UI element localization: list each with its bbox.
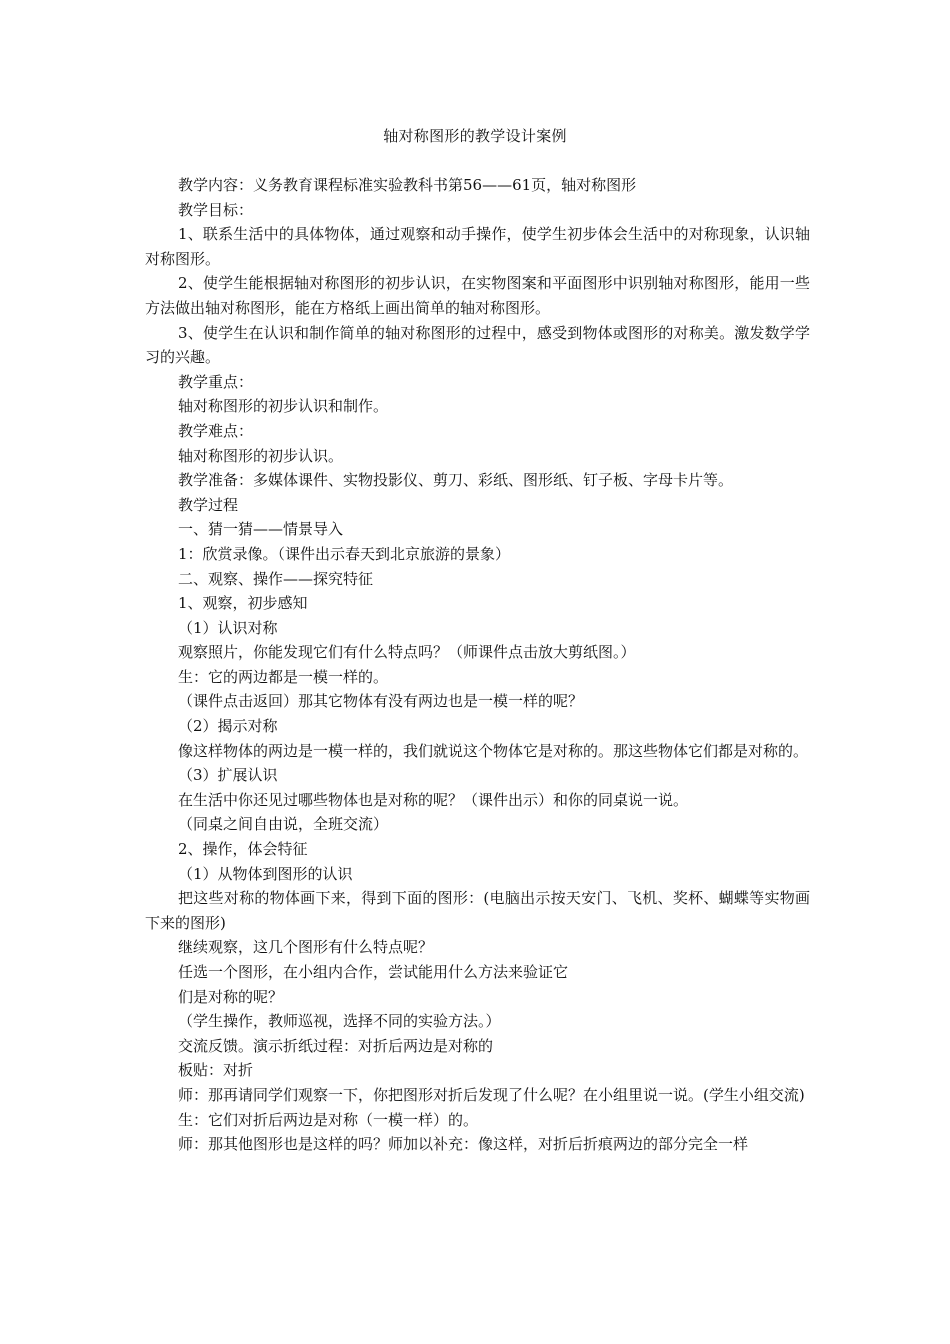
paragraph: 像这样物体的两边是一模一样的，我们就说这个物体它是对称的。那这些物体它们都是对称的。: [178, 741, 809, 760]
paragraph: 二、观察、操作——探究特征: [178, 569, 374, 588]
paragraph: 2、使学生能根据轴对称图形的初步认识，在实物图案和平面图形中识别轴对称图形，能用一些方法做出轴对称图形，能在方格纸上画出简单的轴对称图形。: [145, 274, 810, 317]
paragraph: 教学目标：: [178, 200, 254, 219]
paragraph: 任选一个图形，在小组内合作，尝试能用什么方法来验证它: [178, 963, 569, 981]
paragraph: 观察照片，你能发现它们有什么特点吗？（师课件点击放大剪纸图。）: [178, 643, 636, 662]
paragraph: 1：欣赏录像。（课件出示春天到北京旅游的景象）: [178, 544, 511, 563]
paragraph: 板贴：对折: [178, 1061, 254, 1080]
paragraph: （1）认识对称: [178, 618, 278, 637]
paragraph: 继续观察，这几个图形有什么特点呢？: [178, 938, 434, 957]
paragraph: （课件点击返回）那其它物体有没有两边也是一模一样的呢？: [178, 692, 584, 711]
paragraph: 生：它们对折后两边是对称（一模一样）的。: [178, 1110, 479, 1129]
paragraph: 交流反馈。演示折纸过程：对折后两边是对称的: [178, 1036, 494, 1055]
paragraph: 把这些对称的物体画下来，得到下面的图形：(电脑出示按天安门、飞机、奖杯、蝴蝶等实物画下来的图形): [145, 889, 810, 932]
paragraph: 2、操作，体会特征: [178, 840, 308, 859]
paragraph: （同桌之间自由说，全班交流）: [178, 815, 389, 834]
paragraph: 教学过程: [178, 495, 239, 514]
paragraph: 轴对称图形的初步认识和制作。: [178, 397, 389, 416]
paragraph: 1、观察，初步感知: [178, 594, 308, 613]
paragraph: 在生活中你还见过哪些物体也是对称的呢？（课件出示）和你的同桌说一说。: [178, 790, 689, 809]
paragraph: 师：那其他图形也是这样的吗？师加以补充：像这样，对折后折痕两边的部分完全一样: [178, 1135, 749, 1154]
paragraph: （2）揭示对称: [178, 717, 278, 736]
paragraph: 师：那再请同学们观察一下，你把图形对折后发现了什么呢？在小组里说一说。(学生小组交流): [178, 1085, 805, 1104]
paragraph: 3、使学生在认识和制作简单的轴对称图形的过程中，感受到物体或图形的对称美。激发数学学习的兴趣。: [145, 323, 810, 367]
paragraph: 一、猜一猜——情景导入: [178, 520, 344, 539]
paragraph: 教学准备：多媒体课件、实物投影仪、剪刀、彩纸、图形纸、钉子板、字母卡片等。: [178, 471, 734, 490]
document-body: [145, 173, 810, 1157]
paragraph: （学生操作，教师巡视，选择不同的实验方法。）: [178, 1012, 501, 1031]
document-title: 轴对称图形的教学设计案例: [383, 127, 567, 145]
paragraph: 教学内容：义务教育课程标准实验教科书第56——61页，轴对称图形: [178, 176, 637, 194]
paragraph: 1、联系生活中的具体物体，通过观察和动手操作，使学生初步体会生活中的对称现象，认识轴对称图形。: [145, 225, 810, 268]
paragraph: 生：它的两边都是一模一样的。: [178, 667, 389, 686]
paragraph: 们是对称的呢？: [178, 987, 284, 1006]
paragraph: （1）从物体到图形的认识: [178, 864, 353, 883]
paragraph: 轴对称图形的初步认识。: [178, 446, 344, 465]
paragraph: 教学难点：: [178, 421, 254, 440]
paragraph: 教学重点：: [178, 372, 254, 391]
paragraph: （3）扩展认识: [178, 766, 278, 785]
